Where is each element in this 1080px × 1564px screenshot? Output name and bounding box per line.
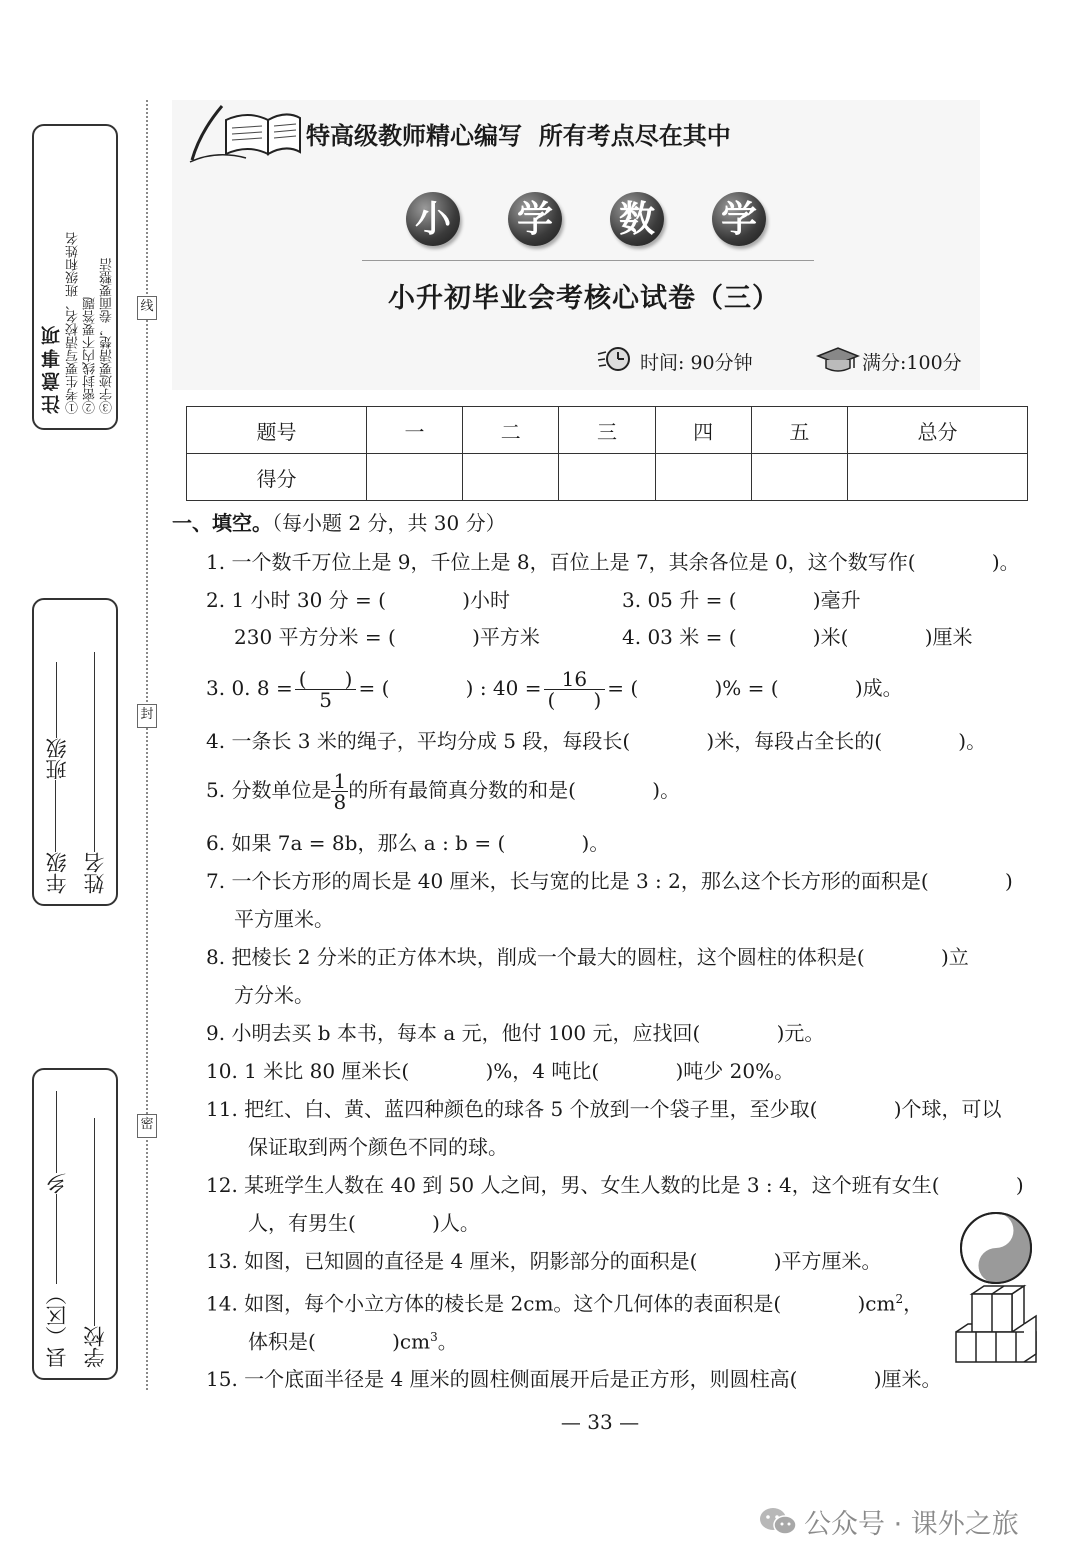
question-5 xyxy=(206,764,680,816)
q3-pre: 3. 0. 8 = xyxy=(206,676,293,700)
wechat-icon xyxy=(758,1504,798,1538)
school-field xyxy=(80,1118,110,1368)
title-char-3: 数 xyxy=(610,192,664,246)
township-label: 乡 xyxy=(45,1173,69,1194)
score-table-score-row xyxy=(187,454,1028,501)
q5-den: 8 xyxy=(333,790,347,814)
score-header-cell: 三 xyxy=(559,407,655,454)
score-header-cell: 四 xyxy=(655,407,751,454)
question-11b: 保证取到两个颜色不同的球。 xyxy=(248,1135,508,1159)
question-6: 6. 如果 7a = 8b，那么 a : b = ( )。 xyxy=(206,831,610,855)
q3-mid: = ( ) : 40 = xyxy=(358,676,542,700)
question-2c: 230 平方分米 = ( )平方米 xyxy=(234,625,540,649)
q3-fraction-2 xyxy=(544,669,606,710)
school-label: 学校 xyxy=(83,1326,107,1368)
class-label: 班级 xyxy=(45,738,69,780)
question-11a: 11. 把红、白、黄、蓝四种颜色的球各 5 个放到一个袋子里，至少取( )个球，可以 xyxy=(206,1097,1002,1121)
grade-blank xyxy=(56,780,59,852)
question-12a: 12. 某班学生人数在 40 到 50 人之间，男、女生人数的比是 3 : 4，这个班有女生( ) xyxy=(206,1173,1024,1197)
q3-post: = ( )% = ( )成。 xyxy=(607,676,903,700)
graduation-cap-icon xyxy=(814,344,860,374)
notice-item-3: ③字迹要清楚，卷面要整洁 xyxy=(100,258,115,414)
question-2b: 3. 05 升 = ( )毫升 xyxy=(622,588,861,612)
section-1-note: （每小题 2 分，共 30 分） xyxy=(272,511,506,535)
title-char-1: 小 xyxy=(406,192,460,246)
name-blank xyxy=(95,652,96,852)
question-7a: 7. 一个长方形的周长是 40 厘米，长与宽的比是 3 : 2，那么这个长方形的面积是( ) xyxy=(206,869,1013,893)
seal-mark-secret: 密 xyxy=(137,1114,157,1138)
q3-f1-den: 5 xyxy=(319,688,332,712)
q14b-text: 体积是( )cm xyxy=(248,1329,431,1354)
section-1-title: 一、填空。 xyxy=(172,511,272,535)
class-blank xyxy=(57,662,58,738)
header-slogan: 特高级教师精心编写 所有考点尽在其中 xyxy=(306,122,731,150)
score-header-cell: 五 xyxy=(751,407,847,454)
notice-item-1: ①考生要写清校名、班级和姓名 xyxy=(66,232,81,414)
page-number: — 33 — xyxy=(560,1410,640,1434)
book-pen-icon xyxy=(186,102,302,166)
seal-mark-line: 线 xyxy=(137,296,157,320)
circle-shaded-figure xyxy=(958,1210,1034,1286)
question-7b: 平方厘米。 xyxy=(234,907,334,931)
question-8a: 8. 把棱长 2 分米的正方体木块，削成一个最大的圆柱，这个圆柱的体积是( )立 xyxy=(206,945,969,969)
school-info-box xyxy=(32,1068,118,1380)
score-cell[interactable] xyxy=(366,454,462,501)
title-char-4: 学 xyxy=(712,192,766,246)
clock-icon xyxy=(596,344,636,374)
score-cell[interactable] xyxy=(559,454,655,501)
score-header-cell: 一 xyxy=(366,407,462,454)
name-label: 姓名 xyxy=(83,852,107,894)
question-15: 15. 一个底面半径是 4 厘米的圆柱侧面展开后是正方形，则圆柱高( )厘米。 xyxy=(206,1367,942,1391)
q14a-post: ， xyxy=(903,1291,924,1316)
county-field xyxy=(42,1091,72,1368)
score-header-cell: 题号 xyxy=(187,407,367,454)
question-14a xyxy=(206,1286,923,1317)
grade-label: 年级 xyxy=(45,852,69,894)
full-score-label: 满分:100分 xyxy=(862,352,962,374)
question-14b xyxy=(248,1324,458,1355)
score-header-cell: 二 xyxy=(463,407,559,454)
question-4: 4. 一条长 3 米的绳子，平均分成 5 段，每段长( )米，每段占全长的( )。 xyxy=(206,729,987,753)
question-10: 10. 1 米比 80 厘米长( )%，4 吨比( )吨少 20%。 xyxy=(206,1059,795,1083)
notice-title: 注意事项 xyxy=(41,322,63,414)
question-12b: 人，有男生( )人。 xyxy=(248,1211,480,1235)
township-blank xyxy=(57,1091,58,1173)
score-cell[interactable] xyxy=(463,454,559,501)
q3-fraction-1 xyxy=(295,669,357,710)
school-blank xyxy=(95,1118,96,1326)
q14b-sup: 3 xyxy=(430,1330,438,1344)
title-char-2: 学 xyxy=(508,192,562,246)
question-2a: 2. 1 小时 30 分 = ( )小时 xyxy=(206,588,511,612)
cube-stack-figure xyxy=(952,1284,1044,1366)
county-blank xyxy=(57,1194,58,1284)
question-13: 13. 如图，已知圆的直径是 4 厘米，阴影部分的面积是( )平方厘米。 xyxy=(206,1249,882,1273)
watermark-text: 公众号 · 课外之旅 xyxy=(804,1509,1019,1540)
seal-mark-seal: 封 xyxy=(137,704,157,728)
score-table-header-row xyxy=(187,407,1028,454)
score-cell[interactable] xyxy=(848,454,1028,501)
notice-item-2: ②密封线内不要答题 xyxy=(83,297,98,414)
q14b-post: 。 xyxy=(437,1329,458,1354)
title-divider xyxy=(362,260,814,261)
exam-subtitle: 小升初毕业会考核心试卷（三） xyxy=(388,283,780,314)
q3-f2-den: ( ) xyxy=(547,688,602,712)
question-9: 9. 小明去买 b 本书，每本 a 元，他付 100 元，应找回( )元。 xyxy=(206,1021,825,1045)
q5-pre: 5. 分数单位是 xyxy=(206,778,332,802)
score-table xyxy=(186,406,1028,501)
notice-box xyxy=(32,124,118,430)
q14a-text: 14. 如图，每个小立方体的棱长是 2cm。这个几何体的表面积是( )cm xyxy=(206,1291,896,1316)
grade-field xyxy=(42,662,72,894)
q5-fraction xyxy=(331,771,348,812)
score-cell[interactable] xyxy=(655,454,751,501)
q3-f2-num: 16 xyxy=(544,669,606,690)
question-1: 1. 一个数千万位上是 9，千位上是 8，百位上是 7，其余各位是 0，这个数写作( )。 xyxy=(206,550,1020,574)
q3-f1-num: ( ) xyxy=(295,669,357,690)
county-label: 县（区） xyxy=(45,1284,69,1368)
question-3 xyxy=(206,662,903,714)
score-row-label: 得分 xyxy=(187,454,367,501)
section-1-heading xyxy=(172,510,506,536)
q5-post: 的所有最简真分数的和是( )。 xyxy=(348,778,681,802)
q14a-sup: 2 xyxy=(895,1292,904,1306)
question-2d: 4. 03 米 = ( )米( )厘米 xyxy=(622,625,973,649)
q5-num: 1 xyxy=(333,769,347,793)
score-cell[interactable] xyxy=(751,454,847,501)
seal-dotted-line xyxy=(146,100,148,1390)
student-info-box xyxy=(32,598,118,906)
time-label: 时间: 90分钟 xyxy=(640,352,753,374)
question-8b: 方分米。 xyxy=(234,983,314,1007)
name-field xyxy=(80,652,110,894)
score-header-cell: 总分 xyxy=(848,407,1028,454)
